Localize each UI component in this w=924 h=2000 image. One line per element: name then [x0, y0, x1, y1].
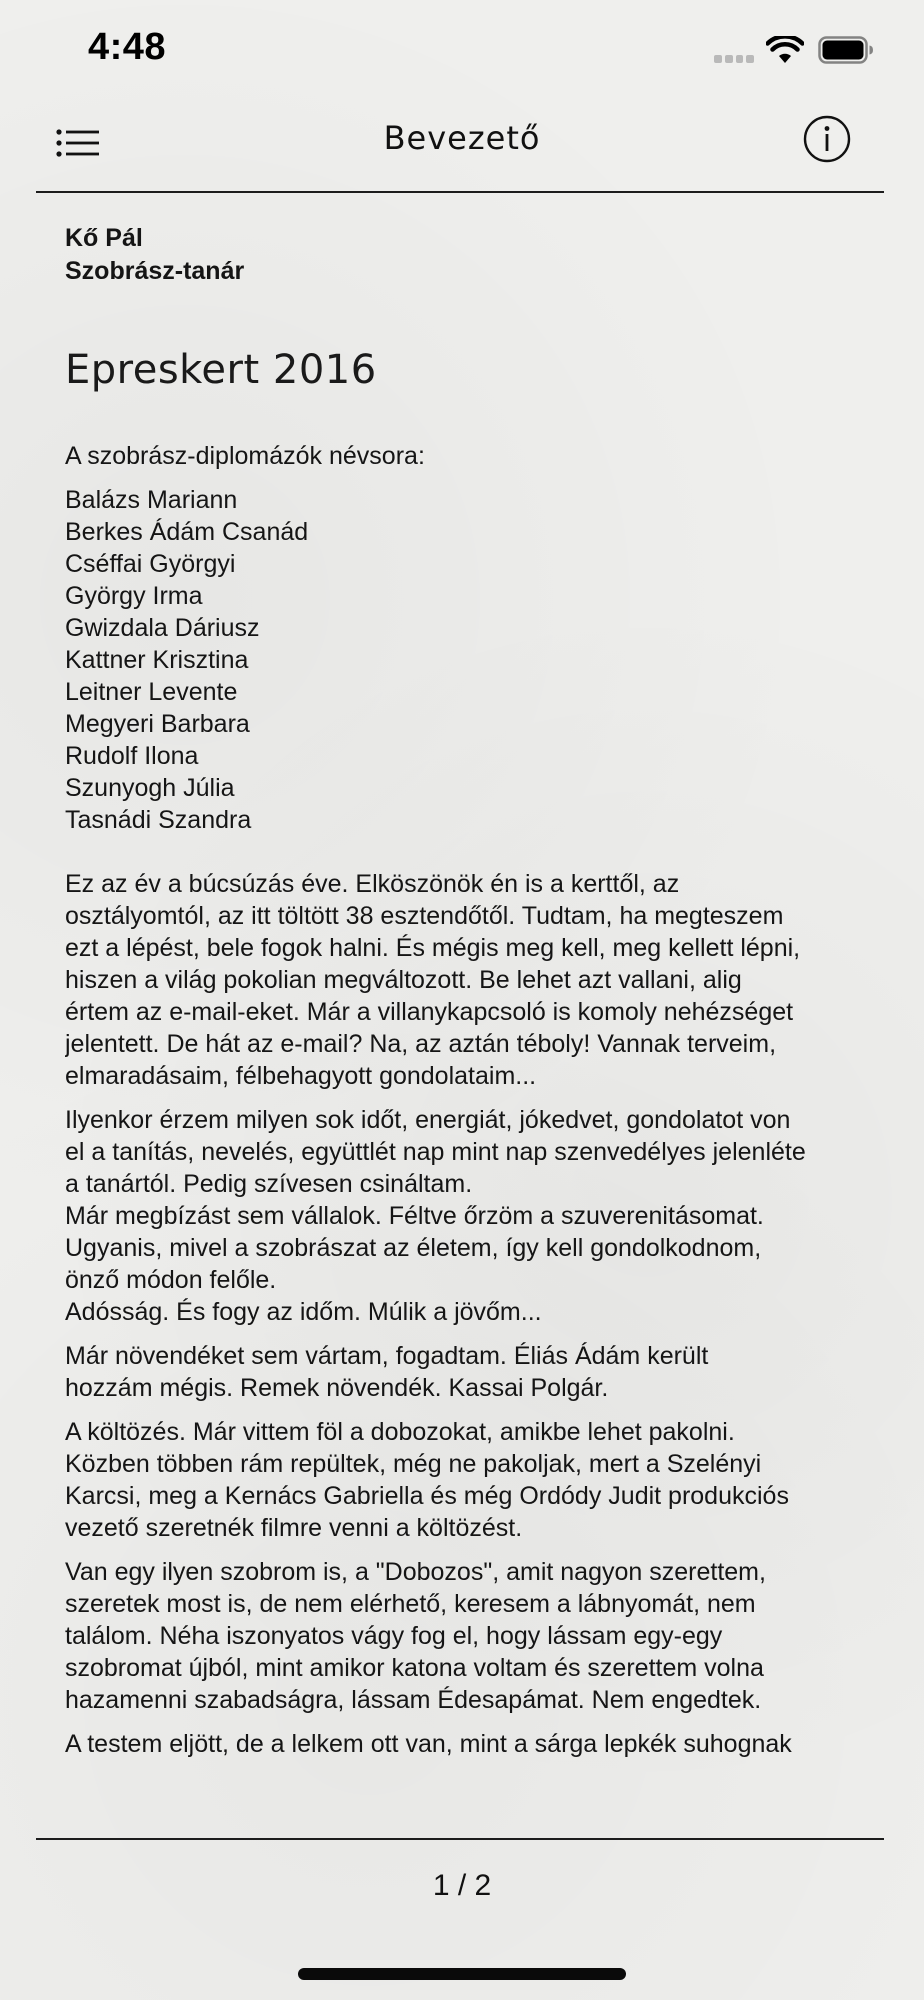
status-time: 4:48 — [88, 26, 167, 68]
list-item: Balázs Mariann — [65, 486, 238, 514]
wifi-icon — [766, 36, 804, 64]
footer-divider — [36, 1838, 884, 1840]
list-item: Megyeri Barbara — [65, 710, 250, 738]
info-icon[interactable] — [802, 114, 852, 164]
author-name: Kő Pál — [65, 224, 143, 252]
list-item: Gwizdala Dáriusz — [65, 614, 260, 642]
list-item: Tasnádi Szandra — [65, 806, 252, 834]
page-title: Bevezető — [383, 119, 541, 157]
article-content — [65, 222, 865, 1790]
article-body — [65, 868, 865, 1760]
article-title: Epreskert 2016 — [65, 347, 377, 393]
cellular-signal-icon — [714, 55, 754, 63]
header-divider — [36, 191, 884, 193]
list-item: Berkes Ádám Csanád — [65, 518, 309, 546]
list-item: György Irma — [65, 582, 203, 610]
paragraph: Ilyenkor érzem milyen sok időt, energiát, jókedvet, gondolatot von el a tanítás, nevelés, együttlét nap mint nap szenvedélyes jelenléte a tanártól. Pedig szívesen csináltam. Már megbízást sem vállalok. Féltve őrzöm a szuverenitásomat. Ugyanis, mivel a szobrászat az életem, így kell gondolkodnom, önző módon felőle. Adósság. És fogy az időm. Múlik a jövőm... — [65, 1106, 806, 1326]
list-item: Cséffai Györgyi — [65, 550, 236, 578]
navigation-bar — [0, 100, 924, 192]
list-item: Szunyogh Júlia — [65, 774, 235, 802]
list-item: Leitner Levente — [65, 678, 238, 706]
list-icon — [56, 129, 100, 157]
paragraph: Van egy ilyen szobrom is, a "Dobozos", amit nagyon szerettem, szeretek most is, de nem elérhető, keresem a lábnyomát, nem találom. Néha iszonyatos vágy fog el, hogy lássam egy-egy szobromat újból, mint amikor katona voltam és szerettem volna hazamenni szabadságra, lássam Édesapámat. Nem engedtek. — [65, 1558, 766, 1714]
paragraph: A költözés. Már vittem föl a dobozokat, amikbe lehet pakolni. Közben többen rám repültek, még ne pakoljak, mert a Szelényi Karcsi, meg a Kernács Gabriella és még Ordódy Judit produkciós vezető szeretnék filmre venni a költözést. — [65, 1418, 789, 1542]
list-item: Kattner Krisztina — [65, 646, 249, 674]
status-bar — [0, 0, 924, 100]
paragraph: A testem eljött, de a lelkem ott van, mint a sárga lepkék suhognak — [65, 1730, 792, 1758]
home-indicator[interactable] — [298, 1968, 626, 1980]
paragraph: Ez az év a búcsúzás éve. Elköszönök én is a kerttől, az osztályomtól, az itt töltött 38 esztendőtől. Tudtam, ha megteszem ezt a lépést, bele fogok halni. És mégis meg kell, meg kellett lépni, hiszen a világ pokolian megváltozott. Be lehet azt vallani, alig értem az e-mail-eket. Már a villanykapcsoló is komoly nehézséget jelentett. De hát az e-mail? Na, az aztán téboly! Vannak terveim, elmaradásaim, félbehagyott gondolataim... — [65, 870, 801, 1090]
page-indicator: 1 / 2 — [432, 1869, 492, 1902]
menu-button[interactable] — [52, 120, 104, 166]
names-list — [65, 484, 865, 836]
list-item: Rudolf Ilona — [65, 742, 199, 770]
battery-icon — [818, 36, 874, 64]
names-intro: A szobrász-diplomázók névsora: — [65, 442, 425, 470]
author-role: Szobrász-tanár — [65, 257, 245, 285]
paragraph: Már növendéket sem vártam, fogadtam. Éliás Ádám került hozzám mégis. Remek növendék. Kassai Polgár. — [65, 1342, 709, 1402]
